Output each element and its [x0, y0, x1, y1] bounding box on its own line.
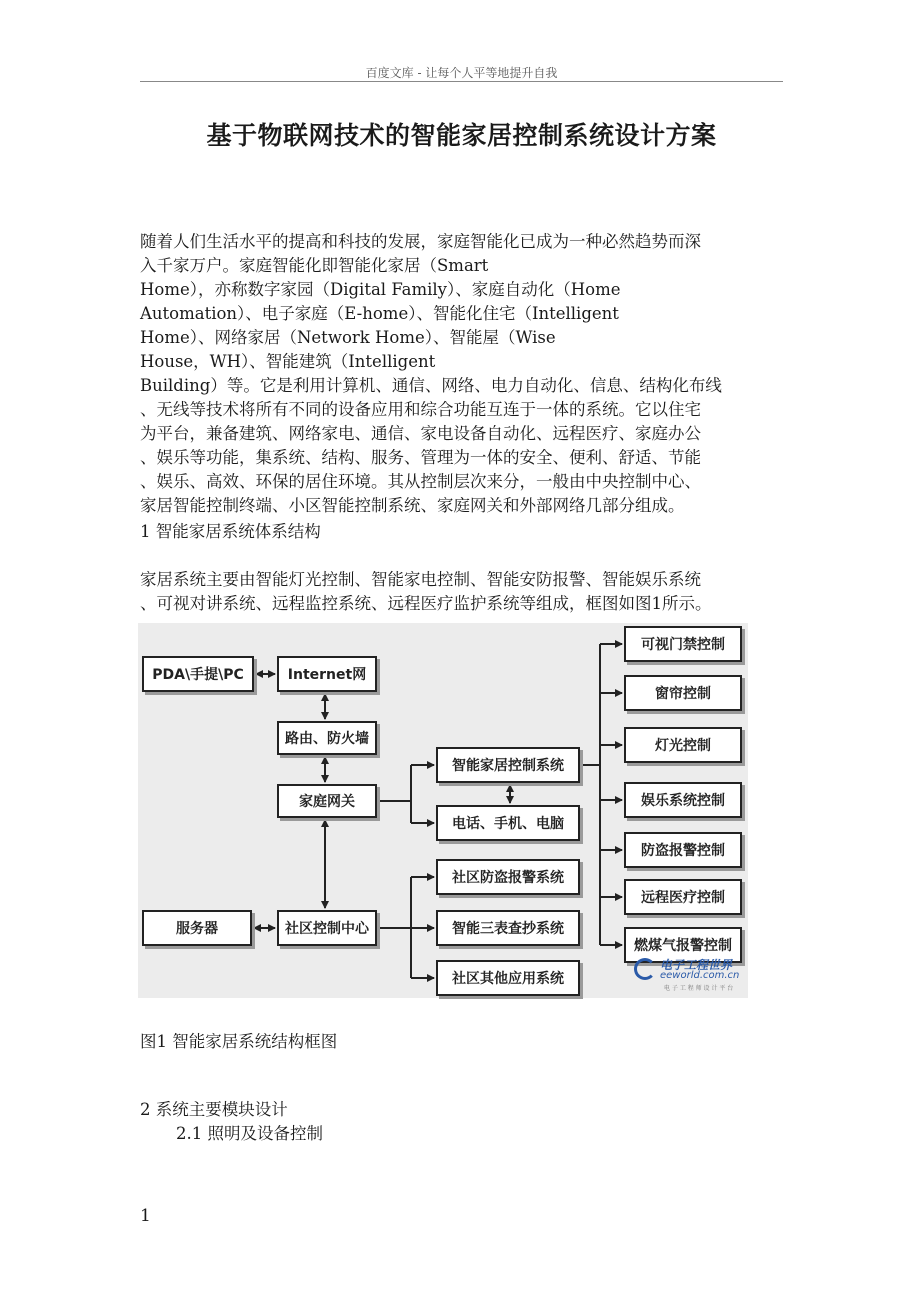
curtain-control-box: 窗帘控制 [624, 675, 742, 711]
eeworld-watermark [634, 956, 744, 994]
entertainment-control-box: 娱乐系统控制 [624, 782, 742, 818]
section-1-line: 、可视对讲系统、远程监控系统、远程医疗监护系统等组成，框图如图1所示。 [140, 594, 712, 613]
burglar-alarm-box: 防盗报警控制 [624, 832, 742, 868]
internet-box: Internet网 [277, 656, 377, 692]
smart-home-control-box: 智能家居控制系统 [436, 747, 580, 783]
header-rule [140, 81, 783, 82]
intro-line: House，WH）、智能建筑（Intelligent [140, 352, 436, 371]
community-center-box: 社区控制中心 [277, 910, 377, 946]
intro-line: Automation）、电子家庭（E-home）、智能化住宅（Intelligent [140, 304, 619, 323]
page-header: 百度文库 - 让每个人平等地提升自我 [365, 66, 558, 80]
section-2-heading: 2 系统主要模块设计 [140, 1100, 288, 1119]
figure-caption: 图1 智能家居系统结构框图 [140, 1032, 338, 1051]
intro-line: Building）等。它是利用计算机、通信、网络、电力自动化、信息、结构化布线 [140, 376, 722, 395]
page-number: 1 [140, 1206, 151, 1226]
intro-paragraph [140, 230, 785, 518]
router-firewall-box: 路由、防火墙 [277, 721, 377, 755]
intro-line: 入千家万户。家庭智能化即智能化家居（Smart [140, 256, 489, 275]
video-access-box: 可视门禁控制 [624, 626, 742, 662]
intro-line: 为平台，兼备建筑、网络家电、通信、家电设备自动化、远程医疗、家庭办公 [140, 424, 701, 443]
intro-line: 家居智能控制终端、小区智能控制系统、家庭网关和外部网络几部分组成。 [140, 496, 685, 515]
section-1-heading: 1 智能家居系统体系结构 [140, 522, 321, 541]
intro-line: 、娱乐、高效、环保的居住环境。其从控制层次来分，一般由中央控制中心、 [140, 472, 701, 491]
pda-box: PDA\手提\PC [142, 656, 254, 692]
intro-line: 、无线等技术将所有不同的设备应用和综合功能互连于一体的系统。它以住宅 [140, 400, 701, 419]
intro-line: 、娱乐等功能，集系统、结构、服务、管理为一体的安全、便利、舒适、节能 [140, 448, 701, 467]
remote-medical-box: 远程医疗控制 [624, 879, 742, 915]
system-diagram [138, 623, 748, 998]
document-title: 基于物联网技术的智能家居控制系统设计方案 [206, 121, 717, 150]
phone-pc-box: 电话、手机、电脑 [436, 805, 580, 841]
eeworld-logo-icon [634, 958, 656, 980]
section-1-line: 家居系统主要由智能灯光控制、智能家电控制、智能安防报警、智能娱乐系统 [140, 570, 701, 589]
watermark-sub: 电 子 工 程 师 设 计 平 台 [664, 985, 734, 992]
light-control-box: 灯光控制 [624, 727, 742, 763]
server-box: 服务器 [142, 910, 252, 946]
home-gateway-box: 家庭网关 [277, 784, 377, 818]
watermark-cn: 电子工程世界 [660, 958, 733, 972]
community-security-box: 社区防盗报警系统 [436, 859, 580, 895]
intro-line: Home），亦称数字家园（Digital Family）、家庭自动化（Home [140, 280, 621, 299]
section-2-1-heading: 2.1 照明及设备控制 [176, 1124, 323, 1143]
gas-alarm-box: 燃煤气报警控制 [624, 927, 742, 963]
watermark-en: eeworld.com.cn [660, 970, 740, 981]
meter-reading-box: 智能三表查抄系统 [436, 910, 580, 946]
section-1-paragraph [140, 568, 785, 616]
community-other-box: 社区其他应用系统 [436, 960, 580, 996]
intro-line: Home）、网络家居（Network Home）、智能屋（Wise [140, 328, 556, 347]
intro-line: 随着人们生活水平的提高和科技的发展，家庭智能化已成为一种必然趋势而深 [140, 232, 701, 251]
